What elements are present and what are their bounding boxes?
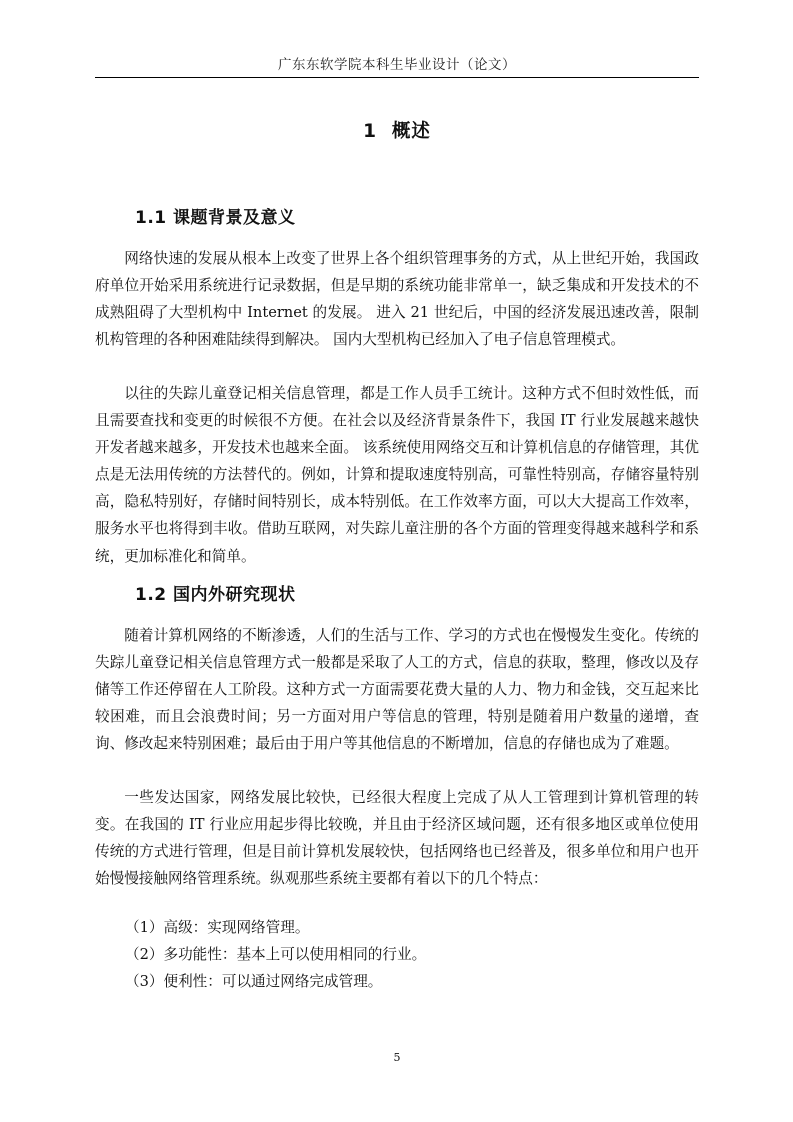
paragraph: 随着计算机网络的不断渗透，人们的生活与工作、学习的方式也在慢慢发生变化。传统的失踪儿童登记相关信息管理方式一般都是采取了人工的方式，信息的获取，整理，修改以及存储等工作还停留在人工阶段。这种方式一方面需要花费大量的人力、物力和金钱，交互起来比较困难，而且会浪费时间；另一方面对用户等信息的管理，特别是随着用户数量的递增，查询、修改起来特别困难；最后由于用户等其他信息的不断增加，信息的存储也成为了难题。	[95, 627, 699, 753]
chapter-title: 1 概述	[363, 121, 431, 142]
list-item: （3）便利性：可以通过网络完成管理。	[125, 973, 383, 990]
paragraph: 以往的失踪儿童登记相关信息管理，都是工作人员手工统计。这种方式不但时效性低，而且需要查找和变更的时候很不方便。在社会以及经济背景条件下，我国 IT 行业发展越来越快开发者越来越多，开发技术也越来全面。 该系统使用网络交互和计算机信息的存储管理，其优点是无法用传统的方法替代的。例如，计算和提取速度特别高，可靠性特别高，存储容量特别高，隐私特别好，存储时间特别长，成本特别低。在工作效率方面，可以大大提高工作效率，服务水平也将得到丰收。借助互联网，对失踪儿童注册的各个方面的管理变得越来越科学和系统，更加标准化和简单。	[95, 385, 699, 565]
list-item: （2）多功能性：基本上可以使用相同的行业。	[125, 946, 427, 963]
header-divider	[95, 77, 699, 78]
section-heading-1-1: 1.1 课题背景及意义	[135, 208, 296, 228]
paragraph: 一些发达国家，网络发展比较快，已经很大程度上完成了从人工管理到计算机管理的转变。在我国的 IT 行业应用起步得比较晚，并且由于经济区域问题，还有很多地区或单位使用传统的方式进行管理，但是目前计算机发展较快，包括网络也已经普及，很多单位和用户也开始慢慢接触网络管理系统。纵观那些系统主要都有着以下的几个特点：	[95, 789, 699, 888]
page-number: 5	[393, 1051, 401, 1064]
paragraph: 网络快速的发展从根本上改变了世界上各个组织管理事务的方式，从上世纪开始，我国政府单位开始采用系统进行记录数据，但是早期的系统功能非常单一，缺乏集成和开发技术的不成熟阻碍了大型机构中 Internet 的发展。 进入 21 世纪后，中国的经济发展迅速改善，限制机构管理的各种困难陆续得到解决。 国内大型机构已经加入了电子信息管理模式。	[95, 250, 699, 349]
page-header: 广东东软学院本科生毕业设计（论文）	[278, 57, 516, 73]
list-item: （1）高级：实现网络管理。	[125, 919, 310, 936]
section-heading-1-2: 1.2 国内外研究现状	[135, 585, 296, 605]
